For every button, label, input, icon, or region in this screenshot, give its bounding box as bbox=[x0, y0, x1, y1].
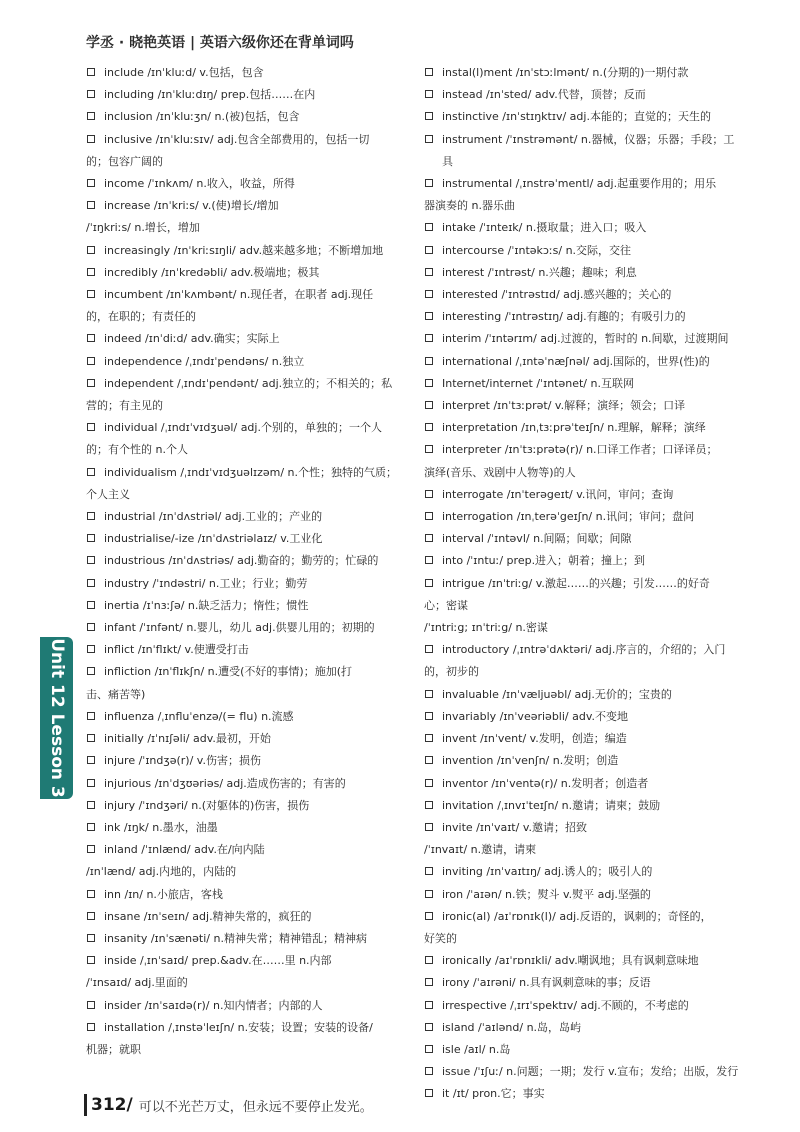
vocab-text: individual /ˌɪndɪˈvɪdʒuəl/ adj.个别的，单独的；一个人 bbox=[104, 421, 382, 435]
checkbox-icon bbox=[425, 978, 433, 986]
vocab-text: include /ɪnˈkluːd/ v.包括，包含 bbox=[104, 66, 264, 79]
vocab-entry bbox=[424, 639, 740, 661]
vocab-entry bbox=[424, 62, 740, 84]
vocab-text: instinctive /ɪnˈstɪŋktɪv/ adj.本能的；直觉的；天生的 bbox=[442, 110, 711, 124]
vocab-text: invariably /ɪnˈveəriəbli/ adv.不变地 bbox=[442, 709, 628, 723]
vocab-text: instead /ɪnˈsted/ adv.代替，顶替；反而 bbox=[442, 88, 646, 102]
vocab-text: intake /ˈɪnteɪk/ n.摄取量；进入口；吸入 bbox=[442, 221, 647, 235]
vocab-entry bbox=[424, 795, 740, 817]
checkbox-icon bbox=[425, 135, 433, 143]
footer-motto: 可以不光芒万丈，但永远不要停止发光。 bbox=[138, 1099, 373, 1115]
checkbox-icon bbox=[87, 779, 95, 787]
vocab-entry bbox=[424, 1039, 740, 1061]
vocab-text: invent /ɪnˈvent/ v.发明，创造；编造 bbox=[442, 732, 627, 746]
vocab-text: invitation /ˌɪnvɪˈteɪʃn/ n.邀请；请柬；鼓励 bbox=[442, 798, 661, 812]
vocab-entry bbox=[424, 262, 740, 284]
vocab-text: influenza /ˌɪnfluˈenzə/(= flu) n.流感 bbox=[104, 709, 294, 723]
vocab-text: iron /ˈaɪən/ n.铁；熨斗 v.熨平 adj.坚强的 bbox=[442, 887, 651, 901]
checkbox-icon bbox=[425, 357, 433, 365]
vocab-entry bbox=[424, 328, 740, 350]
vocab-text: 机器；就职 bbox=[86, 1042, 141, 1056]
vocab-entry-continuation bbox=[86, 217, 414, 239]
vocab-text: 器演奏的 n.器乐曲 bbox=[424, 199, 515, 213]
checkbox-icon bbox=[87, 956, 95, 964]
checkbox-icon bbox=[87, 290, 95, 298]
vocab-text: inside /ˌɪnˈsaɪd/ prep.&adv.在……里 n.内部 bbox=[104, 954, 332, 968]
checkbox-icon bbox=[87, 268, 95, 276]
checkbox-icon bbox=[87, 801, 95, 809]
checkbox-icon bbox=[425, 290, 433, 298]
vocab-entry bbox=[86, 573, 414, 595]
vocab-entry bbox=[86, 795, 414, 817]
vocab-text: inventor /ɪnˈventə(r)/ n.发明者；创造者 bbox=[442, 776, 649, 790]
checkbox-icon bbox=[425, 490, 433, 498]
checkbox-icon bbox=[87, 1023, 95, 1031]
checkbox-icon bbox=[87, 179, 95, 187]
checkbox-icon bbox=[425, 734, 433, 742]
checkbox-icon bbox=[425, 1067, 433, 1075]
checkbox-icon bbox=[425, 223, 433, 231]
vocab-text: inclusion /ɪnˈkluːʒn/ n.(被)包括，包含 bbox=[104, 110, 300, 124]
vocab-text: independence /ˌɪndɪˈpendəns/ n.独立 bbox=[104, 354, 305, 368]
vocab-entry bbox=[86, 706, 414, 728]
checkbox-icon bbox=[87, 379, 95, 387]
vocab-text: /ɪnˈlænd/ adj.内地的，内陆的 bbox=[86, 865, 237, 879]
vocab-entry-continuation bbox=[424, 617, 740, 639]
vocab-text: independent /ˌɪndɪˈpendənt/ adj.独立的；不相关的；私 bbox=[104, 376, 393, 390]
checkbox-icon bbox=[425, 90, 433, 98]
vocab-entry bbox=[86, 773, 414, 795]
vocab-text: inflict /ɪnˈflɪkt/ v.使遭受打击 bbox=[104, 643, 249, 657]
vocab-entry bbox=[424, 728, 740, 750]
vocab-text: infant /ˈɪnfənt/ n.婴儿，幼儿 adj.供婴儿用的；初期的 bbox=[104, 621, 375, 635]
vocab-entry-continuation bbox=[86, 306, 414, 328]
checkbox-icon bbox=[425, 956, 433, 964]
vocab-text: inclusive /ɪnˈkluːsɪv/ adj.包含全部费用的，包括一切 bbox=[104, 132, 370, 146]
vocab-entry bbox=[86, 928, 414, 950]
checkbox-icon bbox=[425, 312, 433, 320]
vocab-text: inviting /ɪnˈvaɪtɪŋ/ adj.诱人的；吸引人的 bbox=[442, 865, 653, 879]
vocab-entry bbox=[86, 617, 414, 639]
vocab-entry bbox=[424, 817, 740, 839]
vocab-text: instal(l)ment /ɪnˈstɔːlmənt/ n.(分期的)一期付款 bbox=[442, 66, 689, 79]
vocab-entry bbox=[424, 773, 740, 795]
vocab-entry bbox=[86, 417, 414, 439]
vocab-text: interrogation /ɪnˌterəˈgeɪʃn/ n.讯问；审问；盘问 bbox=[442, 510, 695, 524]
vocab-entry bbox=[424, 861, 740, 883]
checkbox-icon bbox=[425, 645, 433, 653]
checkbox-icon bbox=[425, 690, 433, 698]
vocab-entry bbox=[424, 972, 740, 994]
vocab-text: indeed /ɪnˈdiːd/ adv.确实；实际上 bbox=[104, 332, 280, 346]
vocab-entry bbox=[86, 728, 414, 750]
vocab-entry bbox=[424, 884, 740, 906]
vocab-text: invention /ɪnˈvenʃn/ n.发明；创造 bbox=[442, 754, 619, 768]
vocab-entry-continuation bbox=[424, 661, 740, 683]
vocab-entry-continuation bbox=[424, 595, 740, 617]
vocab-text: it /ɪt/ pron.它；事实 bbox=[442, 1087, 545, 1101]
checkbox-icon bbox=[425, 401, 433, 409]
vocab-entry-continuation bbox=[86, 861, 414, 883]
vocab-entry bbox=[424, 950, 740, 972]
vocab-text: 的，在职的；有责任的 bbox=[86, 310, 196, 324]
vocab-entry bbox=[86, 240, 414, 262]
checkbox-icon bbox=[425, 179, 433, 187]
vocab-text: 的；包容广阔的 bbox=[86, 154, 163, 168]
vocab-entry bbox=[424, 439, 740, 461]
vocab-text: inland /ˈɪnlænd/ adv.在/向内陆 bbox=[104, 843, 265, 857]
vocab-text: /ˈɪŋkriːs/ n.增长，增加 bbox=[86, 221, 200, 235]
vocab-text: /ˈɪntriːg; ɪnˈtriːg/ n.密谋 bbox=[424, 621, 548, 635]
vocab-text: ironically /aɪˈrɒnɪkli/ adv.嘲讽地；具有讽刺意味地 bbox=[442, 954, 699, 968]
vocab-text: island /ˈaɪlənd/ n.岛，岛屿 bbox=[442, 1020, 582, 1034]
checkbox-icon bbox=[87, 890, 95, 898]
vocab-text: irony /ˈaɪrəni/ n.具有讽刺意味的事；反语 bbox=[442, 976, 651, 990]
vocab-entry bbox=[424, 906, 740, 928]
vocab-text: industry /ˈɪndəstri/ n.工业；行业；勤劳 bbox=[104, 576, 308, 590]
vocab-entry bbox=[424, 373, 740, 395]
checkbox-icon bbox=[87, 357, 95, 365]
vocab-entry-continuation bbox=[86, 151, 414, 173]
checkbox-icon bbox=[425, 1023, 433, 1031]
unit-lesson-label: Unit 12 Lesson 3 bbox=[47, 638, 67, 798]
checkbox-icon bbox=[425, 867, 433, 875]
vocab-entry bbox=[424, 684, 740, 706]
checkbox-icon bbox=[425, 246, 433, 254]
vocab-text: insane /ɪnˈseɪn/ adj.精神失常的，疯狂的 bbox=[104, 909, 312, 923]
vocab-text: into /ˈɪntuː/ prep.进入；朝着；撞上；到 bbox=[442, 554, 646, 568]
vocab-text: 的，初步的 bbox=[424, 665, 479, 679]
checkbox-icon bbox=[425, 1001, 433, 1009]
vocab-text: injure /ˈɪndʒə(r)/ v.伤害；损伤 bbox=[104, 754, 261, 768]
vocab-text: 好笑的 bbox=[424, 931, 457, 945]
vocab-text: interrogate /ɪnˈterəgeɪt/ v.讯问，审问；查询 bbox=[442, 487, 674, 501]
vocab-entry-continuation bbox=[424, 928, 740, 950]
checkbox-icon bbox=[425, 1045, 433, 1053]
checkbox-icon bbox=[87, 845, 95, 853]
vocab-entry bbox=[424, 284, 740, 306]
vocab-entry bbox=[424, 995, 740, 1017]
vocab-text: interpretation /ɪnˌtɜːprəˈteɪʃn/ n.理解，解释；演绎 bbox=[442, 421, 706, 435]
vocab-entry bbox=[86, 84, 414, 106]
vocab-entry bbox=[424, 217, 740, 239]
checkbox-icon bbox=[425, 556, 433, 564]
vocab-text: interesting /ˈɪntrəstɪŋ/ adj.有趣的；有吸引力的 bbox=[442, 310, 686, 324]
left-column bbox=[86, 62, 414, 1061]
vocab-entry bbox=[424, 351, 740, 373]
vocab-entry bbox=[86, 351, 414, 373]
checkbox-icon bbox=[87, 423, 95, 431]
vocab-text: including /ɪnˈkluːdɪŋ/ prep.包括……在内 bbox=[104, 88, 316, 102]
vocab-entry bbox=[86, 284, 414, 306]
checkbox-icon bbox=[87, 934, 95, 942]
checkbox-icon bbox=[425, 445, 433, 453]
vocab-text: increase /ɪnˈkriːs/ v.(使)增长/增加 bbox=[104, 199, 279, 213]
checkbox-icon bbox=[87, 623, 95, 631]
vocab-text: issue /ˈɪʃuː/ n.问题；一期；发行 v.宣布；发给；出版，发行 bbox=[442, 1065, 739, 1079]
vocab-entry bbox=[86, 884, 414, 906]
vocab-text: industrious /ɪnˈdʌstriəs/ adj.勤奋的；勤劳的；忙碌的 bbox=[104, 554, 379, 568]
vocab-entry bbox=[424, 417, 740, 439]
vocab-text: interpreter /ɪnˈtɜːprətə(r)/ n.口译工作者；口译译员； bbox=[442, 443, 718, 457]
vocab-entry bbox=[86, 906, 414, 928]
checkbox-icon bbox=[87, 712, 95, 720]
checkbox-icon bbox=[87, 601, 95, 609]
vocab-entry bbox=[86, 995, 414, 1017]
vocab-text: ironic(al) /aɪˈrɒnɪk(l)/ adj.反语的，讽刺的；奇怪的， bbox=[442, 909, 712, 923]
vocab-text: interest /ˈɪntrəst/ n.兴趣；趣味；利息 bbox=[442, 265, 637, 279]
vocab-entry bbox=[86, 817, 414, 839]
vocab-text: 击、痛苦等) bbox=[86, 687, 146, 701]
vocab-entry bbox=[86, 262, 414, 284]
checkbox-icon bbox=[87, 534, 95, 542]
checkbox-icon bbox=[425, 801, 433, 809]
vocab-entry bbox=[424, 484, 740, 506]
vocab-entry bbox=[424, 506, 740, 528]
vocab-text: /ˈɪnvaɪt/ n.邀请，请柬 bbox=[424, 843, 537, 857]
checkbox-icon bbox=[87, 734, 95, 742]
vocab-entry-continuation bbox=[86, 395, 414, 417]
vocab-entry bbox=[424, 573, 740, 595]
checkbox-icon bbox=[425, 579, 433, 587]
vocab-text: intrigue /ɪnˈtriːg/ v.激起……的兴趣；引发……的好奇 bbox=[442, 576, 710, 590]
checkbox-icon bbox=[87, 135, 95, 143]
vocab-entry bbox=[424, 528, 740, 550]
vocab-entry bbox=[86, 639, 414, 661]
checkbox-icon bbox=[87, 667, 95, 675]
vocab-text: industrial /ɪnˈdʌstriəl/ adj.工业的；产业的 bbox=[104, 510, 323, 524]
vocab-text: incumbent /ɪnˈkʌmbənt/ n.现任者，在职者 adj.现任 bbox=[104, 288, 374, 302]
vocab-entry bbox=[86, 661, 414, 683]
vocab-text: inertia /ɪˈnɜːʃə/ n.缺乏活力；惰性；惯性 bbox=[104, 598, 309, 612]
vocab-text: insanity /ɪnˈsænəti/ n.精神失常；精神错乱；精神病 bbox=[104, 931, 367, 945]
vocab-entry bbox=[424, 240, 740, 262]
vocab-entry bbox=[86, 328, 414, 350]
checkbox-icon bbox=[425, 779, 433, 787]
checkbox-icon bbox=[87, 556, 95, 564]
vocab-entry bbox=[424, 750, 740, 772]
vocab-entry bbox=[424, 173, 740, 195]
checkbox-icon bbox=[425, 890, 433, 898]
vocab-entry-continuation bbox=[86, 439, 414, 461]
vocab-entry bbox=[86, 173, 414, 195]
vocab-entry bbox=[86, 595, 414, 617]
checkbox-icon bbox=[425, 423, 433, 431]
checkbox-icon bbox=[87, 823, 95, 831]
checkbox-icon bbox=[87, 579, 95, 587]
vocab-entry bbox=[86, 129, 414, 151]
vocab-entry bbox=[86, 1017, 414, 1039]
vocab-entry bbox=[424, 1061, 740, 1083]
vocab-text: 演绎(音乐、戏剧中人物等)的人 bbox=[424, 465, 576, 479]
vocab-entry bbox=[424, 129, 740, 173]
vocab-text: industrialise/-ize /ɪnˈdʌstriəlaɪz/ v.工业化 bbox=[104, 532, 323, 546]
checkbox-icon bbox=[87, 334, 95, 342]
vocab-text: instrumental /ˌɪnstrəˈmentl/ adj.起重要作用的；用乐 bbox=[442, 177, 717, 191]
checkbox-icon bbox=[87, 201, 95, 209]
checkbox-icon bbox=[87, 645, 95, 653]
vocab-text: 个人主义 bbox=[86, 487, 130, 501]
vocab-text: isle /aɪl/ n.岛 bbox=[442, 1042, 511, 1056]
vocab-text: instrument /ˈɪnstrəmənt/ n.器械，仪器；乐器；手段；工具 bbox=[442, 132, 735, 168]
vocab-entry-continuation bbox=[424, 462, 740, 484]
checkbox-icon bbox=[425, 534, 433, 542]
vocab-entry bbox=[424, 550, 740, 572]
page-footer bbox=[84, 1094, 373, 1120]
checkbox-icon bbox=[87, 246, 95, 254]
checkbox-icon bbox=[425, 112, 433, 120]
vocab-entry bbox=[424, 395, 740, 417]
checkbox-icon bbox=[425, 823, 433, 831]
vocab-entry bbox=[86, 106, 414, 128]
checkbox-icon bbox=[87, 912, 95, 920]
vocab-text: 的；有个性的 n.个人 bbox=[86, 443, 188, 457]
vocab-entry bbox=[86, 506, 414, 528]
vocab-text: 营的；有主见的 bbox=[86, 399, 163, 413]
vocab-entry bbox=[424, 84, 740, 106]
vocab-entry bbox=[424, 706, 740, 728]
vocab-entry bbox=[424, 1017, 740, 1039]
checkbox-icon bbox=[425, 712, 433, 720]
checkbox-icon bbox=[425, 512, 433, 520]
vocab-text: interpret /ɪnˈtɜːprət/ v.解释；演绎；领会；口译 bbox=[442, 399, 686, 413]
vocab-text: intercourse /ˈɪntəkɔːs/ n.交际，交往 bbox=[442, 243, 632, 257]
vocab-entry bbox=[86, 62, 414, 84]
checkbox-icon bbox=[87, 1001, 95, 1009]
vocab-entry-continuation bbox=[424, 839, 740, 861]
unit-lesson-tab bbox=[40, 637, 73, 799]
vocab-text: ink /ɪŋk/ n.墨水，油墨 bbox=[104, 820, 218, 834]
footer-bar bbox=[84, 1094, 87, 1116]
vocab-entry-continuation bbox=[86, 684, 414, 706]
page-header: 学丞 · 晓艳英语 | 英语六级你还在背单词吗 bbox=[86, 35, 354, 51]
checkbox-icon bbox=[425, 334, 433, 342]
vocab-text: individualism /ˌɪndɪˈvɪdʒuəlɪzəm/ n.个性；独特的气质； bbox=[104, 465, 398, 479]
vocab-text: invaluable /ɪnˈvæljuəbl/ adj.无价的；宝贵的 bbox=[442, 687, 672, 701]
vocab-text: invite /ɪnˈvaɪt/ v.邀请；招致 bbox=[442, 820, 587, 834]
checkbox-icon bbox=[425, 1089, 433, 1097]
vocab-text: interim /ˈɪntərɪm/ adj.过渡的，暂时的 n.间歇，过渡期间 bbox=[442, 332, 729, 346]
vocab-text: infliction /ɪnˈflɪkʃn/ n.遭受(不好的事情)；施加(打 bbox=[104, 665, 353, 679]
vocab-entry bbox=[86, 373, 414, 395]
vocab-text: injury /ˈɪndʒəri/ n.(对躯体的)伤害，损伤 bbox=[104, 798, 310, 812]
vocab-entry bbox=[86, 462, 414, 484]
vocab-text: income /ˈɪnkʌm/ n.收入，收益，所得 bbox=[104, 177, 295, 191]
checkbox-icon bbox=[425, 912, 433, 920]
vocab-text: /ˈɪnsaɪd/ adj.里面的 bbox=[86, 976, 188, 990]
vocab-text: initially /ɪˈnɪʃəli/ adv.最初，开始 bbox=[104, 732, 271, 746]
vocab-entry-continuation bbox=[86, 484, 414, 506]
checkbox-icon bbox=[87, 90, 95, 98]
vocab-text: insider /ɪnˈsaɪdə(r)/ n.知内情者；内部的人 bbox=[104, 998, 323, 1012]
checkbox-icon bbox=[87, 68, 95, 76]
vocab-entry bbox=[86, 195, 414, 217]
vocab-entry-continuation bbox=[86, 972, 414, 994]
vocab-text: international /ˌɪntəˈnæʃnəl/ adj.国际的，世界(性)的 bbox=[442, 354, 710, 368]
right-column bbox=[424, 62, 740, 1106]
vocab-entry bbox=[424, 106, 740, 128]
vocab-entry bbox=[86, 550, 414, 572]
vocab-entry bbox=[424, 1083, 740, 1105]
vocab-entry-continuation bbox=[86, 1039, 414, 1061]
vocab-text: incredibly /ɪnˈkredəbli/ adv.极端地；极其 bbox=[104, 265, 320, 279]
vocab-text: injurious /ɪnˈdʒʊəriəs/ adj.造成伤害的；有害的 bbox=[104, 776, 346, 790]
vocab-text: introductory /ˌɪntrəˈdʌktəri/ adj.序言的，介绍的；入门 bbox=[442, 643, 726, 657]
vocab-text: Internet/internet /ˈɪntənet/ n.互联网 bbox=[442, 376, 634, 390]
vocab-text: inn /ɪn/ n.小旅店，客栈 bbox=[104, 887, 223, 901]
vocab-entry bbox=[86, 750, 414, 772]
vocab-text: irrespective /ˌɪrɪˈspektɪv/ adj.不顾的，不考虑的 bbox=[442, 998, 689, 1012]
vocab-entry-continuation bbox=[424, 195, 740, 217]
checkbox-icon bbox=[425, 268, 433, 276]
vocab-text: interested /ˈɪntrəstɪd/ adj.感兴趣的；关心的 bbox=[442, 288, 672, 302]
vocab-text: installation /ˌɪnstəˈleɪʃn/ n.安装；设置；安装的设备/ bbox=[104, 1020, 373, 1034]
vocab-text: increasingly /ɪnˈkriːsɪŋli/ adv.越来越多地；不断增加地 bbox=[104, 243, 384, 257]
checkbox-icon bbox=[425, 379, 433, 387]
vocab-text: interval /ˈɪntəvl/ n.间隔；间歇；间隙 bbox=[442, 532, 632, 546]
page-number: 312/ bbox=[91, 1095, 133, 1115]
checkbox-icon bbox=[87, 468, 95, 476]
vocab-entry bbox=[86, 528, 414, 550]
vocab-text: 心；密谋 bbox=[424, 598, 468, 612]
checkbox-icon bbox=[425, 68, 433, 76]
checkbox-icon bbox=[87, 112, 95, 120]
checkbox-icon bbox=[87, 512, 95, 520]
checkbox-icon bbox=[425, 756, 433, 764]
vocab-entry bbox=[86, 839, 414, 861]
vocab-entry bbox=[86, 950, 414, 972]
checkbox-icon bbox=[87, 756, 95, 764]
vocab-entry bbox=[424, 306, 740, 328]
